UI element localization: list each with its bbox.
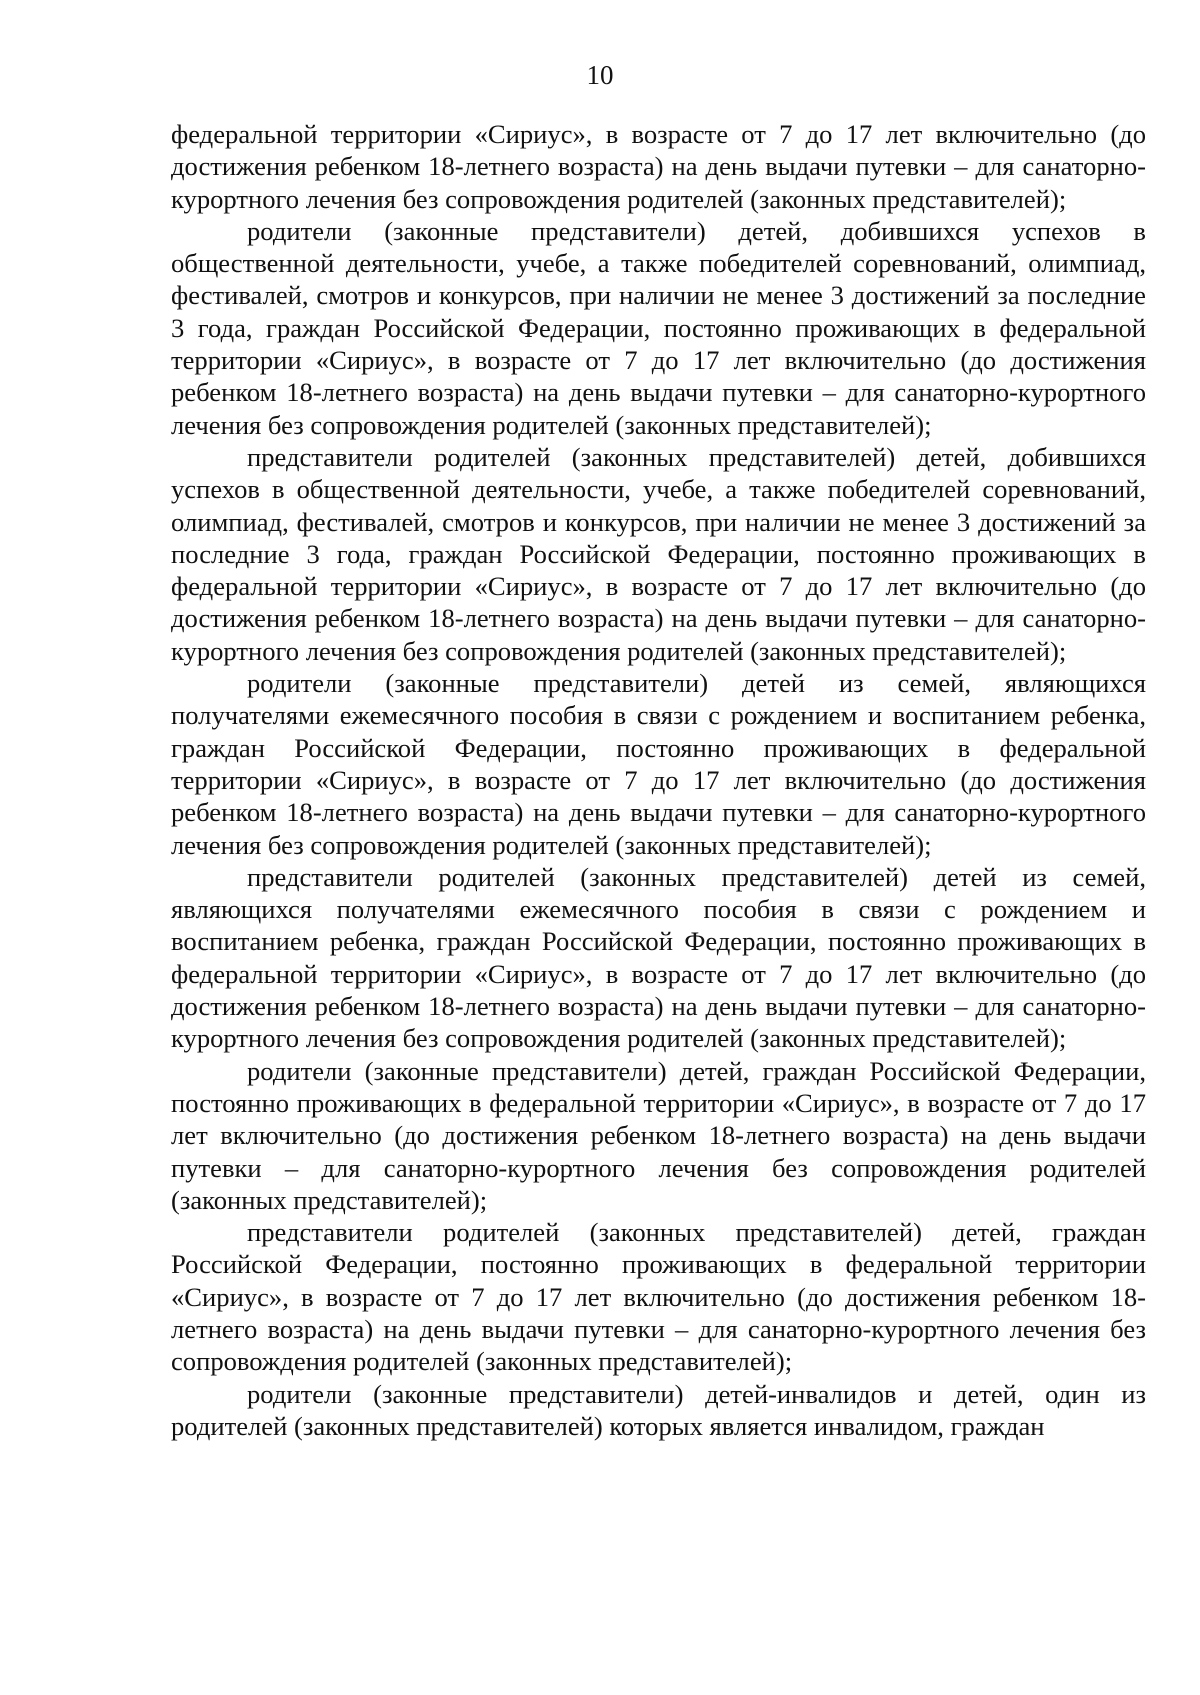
page-number: 10 — [586, 60, 614, 90]
paragraph: представители родителей (законных представителей) детей из семей, являющихся получателями ежемесячного пособия в связи с рождением и воспитанием ребенка, граждан Российской Федерации, постоянно проживающих в федеральной территории «Сириус», в возрасте от 7 до 17 лет включительно (до достижения ребенком 18-летнего возраста) на день выдачи путевки – для санаторно-курортного лечения без сопровождения родителей (законных представителей); — [171, 861, 1146, 1054]
paragraph: родители (законные представители) детей, граждан Российской Федерации, постоянно проживающих в федеральной территории «Сириус», в возрасте от 7 до 17 лет включительно (до достижения ребенком 18-летнего возраста) на день выдачи путевки – для санаторно-курортного лечения без сопровождения родителей (законных представителей); — [171, 1055, 1146, 1215]
document-body — [171, 118, 1146, 1442]
paragraph-continuation: федеральной территории «Сириус», в возрасте от 7 до 17 лет включительно (до достижения ребенком 18-летнего возраста) на день выдачи путевки – для санаторно-курортного лечения без сопровождения родителей (законных представителей); — [171, 119, 1146, 214]
paragraph: представители родителей (законных представителей) детей, граждан Российской Федерации, постоянно проживающих в федеральной территории «Сириус», в возрасте от 7 до 17 лет включительно (до достижения ребенком 18-летнего возраста) на день выдачи путевки – для санаторно-курортного лечения без сопровождения родителей (законных представителей); — [171, 1217, 1146, 1377]
paragraph: родители (законные представители) детей из семей, являющихся получателями ежемесячного пособия в связи с рождением и воспитанием ребенка, граждан Российской Федерации, постоянно проживающих в федеральной территории «Сириус», в возрасте от 7 до 17 лет включительно (до достижения ребенком 18-летнего возраста) на день выдачи путевки – для санаторно-курортного лечения без сопровождения родителей (законных представителей); — [171, 668, 1146, 860]
paragraph: родители (законные представители) детей-инвалидов и детей, один из родителей (законных представителей) которых является инвалидом, граждан — [171, 1378, 1146, 1441]
paragraph: родители (законные представители) детей, добившихся успехов в общественной деятельности, учебе, а также победителей соревнований, олимпиад, фестивалей, смотров и конкурсов, при наличии не менее 3 достижений за последние 3 года, граждан Российской Федерации, постоянно проживающих в федеральной территории «Сириус», в возрасте от 7 до 17 лет включительно (до достижения ребенком 18-летнего возраста) на день выдачи путевки – для санаторно-курортного лечения без сопровождения родителей (законных представителей); — [171, 215, 1146, 440]
paragraph: представители родителей (законных представителей) детей, добившихся успехов в общественной деятельности, учебе, а также победителей соревнований, олимпиад, фестивалей, смотров и конкурсов, при наличии не менее 3 достижений за последние 3 года, граждан Российской Федерации, постоянно проживающих в федеральной территории «Сириус», в возрасте от 7 до 17 лет включительно (до достижения ребенком 18-летнего возраста) на день выдачи путевки – для санаторно-курортного лечения без сопровождения родителей (законных представителей); — [171, 441, 1146, 666]
